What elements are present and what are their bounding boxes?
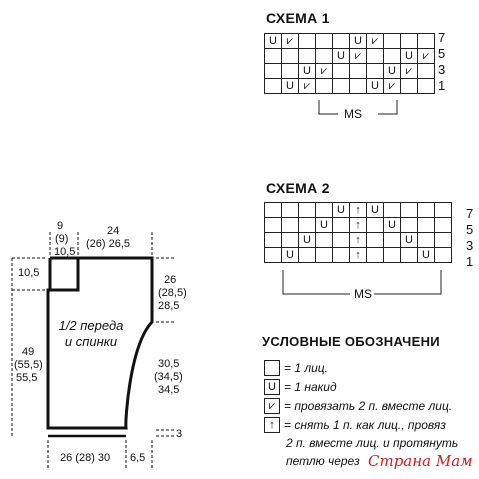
yarn-over-icon: U [282,79,299,94]
dim-bottom-width: 26 (28) 30 [60,452,111,464]
dim-total-3: 55,5 [16,372,38,384]
scheme2-row-3: 3 [466,238,474,253]
yarn-over-icon: U [282,248,299,263]
k2tog-icon: ⩗ [282,34,299,49]
arrow-up-icon: ↑ [350,203,367,218]
scheme1-grid [264,33,435,94]
scheme2-row-1: 1 [466,254,474,269]
dim-width-1: 24 [107,225,120,237]
scheme1-title: СХЕМА 1 [266,10,330,26]
yarn-over-icon: U [401,49,418,64]
garment-label-line2: и спинки [64,334,118,349]
yarn-over-icon: U [384,218,401,233]
yarn-over-icon: U [418,248,435,263]
legend-item-skp-line2: 2 п. вместе лиц. и протянуть [286,436,459,450]
scheme1-row-1: 1 [438,78,446,93]
legend-item-yarn-over: = 1 накид [284,380,337,394]
dim-lower-2: (34,5) [154,371,183,383]
empty-square-icon [264,360,280,376]
yarn-over-icon: U [299,233,316,248]
dim-shoulder-2: (9) [55,233,69,245]
scheme1-row-7: 7 [438,30,446,45]
scheme2-grid [264,202,452,263]
yarn-over-icon: U [265,34,282,49]
dim-armhole-2: (28,5) [158,287,187,299]
dim-lower-1: 30,5 [158,358,180,370]
dim-armhole-3: 28,5 [158,300,180,312]
legend-item-knit: = 1 лиц. [284,361,328,375]
dim-lower-3: 34,5 [158,384,180,396]
scheme2-title: СХЕМА 2 [266,180,330,196]
scheme1-ms-label: MS [344,107,362,121]
legend-item-skp-line3: петлю через [286,454,360,468]
watermark-logo: Страна Мам [368,452,473,470]
yarn-over-icon: U [333,203,350,218]
legend-title: УСЛОВНЫЕ ОБОЗНАЧЕНИ [262,334,440,349]
scheme2-ms-label: MS [354,287,372,301]
yarn-over-icon: U [333,49,350,64]
scheme2-row-7: 7 [466,206,474,221]
k2tog-legend-icon: ⩗ [264,398,280,414]
k2tog-icon: ⩗ [401,64,418,79]
arrow-up-icon: ↑ [350,218,367,233]
dim-total-2: (55,5) [14,359,43,371]
k2tog-icon: ⩗ [316,64,333,79]
k2tog-icon: ⩗ [350,49,367,64]
k2tog-icon: ⩗ [418,49,435,64]
legend-item-skp: = снять 1 п. как лиц., провяз [284,418,446,432]
arrow-up-icon: ↑ [350,233,367,248]
dim-shoulder-1: 9 [57,220,64,232]
k2tog-icon: ⩗ [299,79,316,94]
dim-bottom-side: 6,5 [130,452,146,464]
yarn-over-icon: U [384,64,401,79]
dim-width-2: (26) 26,5 [86,238,131,250]
arrow-up-legend-icon: ↑ [264,417,280,433]
yarn-over-legend-icon: U [264,379,280,395]
dim-shoulder-3: 10,5 [54,246,76,258]
yarn-over-icon: U [367,79,384,94]
garment-label-line1: 1/2 переда [58,318,124,333]
yarn-over-icon: U [350,34,367,49]
scheme1-row-5: 5 [438,46,446,61]
scheme1-row-3: 3 [438,62,446,77]
arrow-up-icon: ↑ [350,248,367,263]
yarn-over-icon: U [367,203,384,218]
yarn-over-icon: U [299,64,316,79]
dim-neck: 10,5 [18,267,40,279]
dim-total-1: 49 [22,346,35,358]
yarn-over-icon: U [316,218,333,233]
dim-hem: 3 [176,428,183,440]
legend-item-k2tog: = провязать 2 п. вместе лиц. [284,399,453,413]
yarn-over-icon: U [401,233,418,248]
dim-armhole-1: 26 [164,274,177,286]
scheme2-row-5: 5 [466,222,474,237]
k2tog-icon: ⩗ [367,34,384,49]
k2tog-icon: ⩗ [384,79,401,94]
